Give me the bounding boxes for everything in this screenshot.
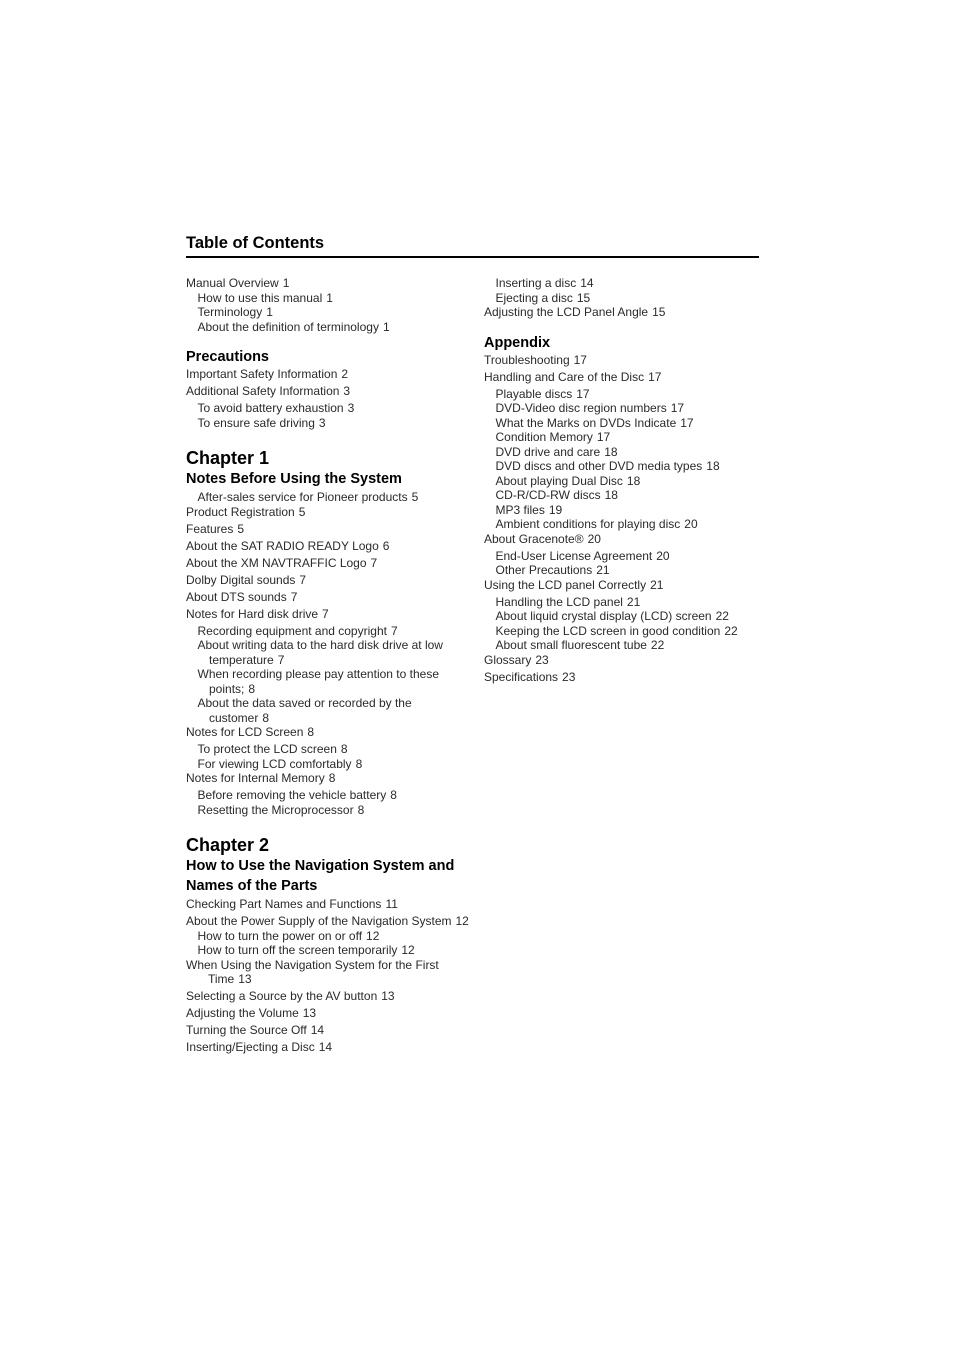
toc-entry-title: Other Precautions (495, 563, 593, 577)
toc-entry[interactable] (484, 430, 769, 445)
toc-entry[interactable] (484, 445, 769, 460)
toc-entry[interactable] (186, 539, 471, 554)
toc-entry-page: 7 (277, 652, 285, 667)
chapter-title: How to Use the Navigation System and Names of the Parts (186, 858, 455, 894)
toc-entry-title: How to use this manual (197, 290, 323, 305)
toc-entry-title: Condition Memory (495, 430, 593, 444)
toc-entry[interactable] (186, 320, 471, 335)
toc-entry-page: 8 (262, 710, 270, 725)
title-rule (186, 256, 759, 258)
toc-entry-title: About playing Dual Disc (495, 473, 623, 488)
toc-entry-title: About the XM NAVTRAFFIC Logo (186, 555, 367, 570)
toc-entry-page: 22 (650, 638, 665, 652)
toc-entry[interactable] (484, 624, 769, 639)
toc-entry-page: 7 (322, 606, 329, 621)
toc-entry-page: 14 (318, 1040, 333, 1054)
toc-entry-title: CD-R/CD-RW discs (495, 488, 601, 502)
toc-entry[interactable] (186, 505, 471, 520)
toc-entry-title: To protect the LCD screen (197, 742, 337, 756)
toc-entry-title: Specifications (484, 669, 559, 684)
toc-entry[interactable] (186, 788, 471, 803)
toc-entry-title: After-sales service for Pioneer products (197, 490, 408, 504)
toc-entry-title: Checking Part Names and Functions (186, 897, 382, 911)
toc-left-column (186, 276, 471, 1055)
toc-entry-title: About the data saved or recorded by the customer (197, 696, 412, 725)
toc-entry[interactable] (186, 725, 471, 740)
toc-entry[interactable] (186, 897, 471, 912)
toc-entry-page: 13 (381, 989, 395, 1003)
toc-entry-page: 1 (382, 319, 390, 334)
toc-entry-page: 3 (318, 415, 326, 430)
toc-entry-page: 18 (604, 488, 618, 502)
toc-entry-title: About the SAT RADIO READY Logo (186, 538, 379, 553)
toc-entry[interactable] (186, 607, 471, 622)
toc-entry-page: 13 (302, 1006, 317, 1020)
toc-entry[interactable] (186, 943, 471, 958)
toc-entry-page: 1 (282, 276, 290, 290)
toc-entry-page: 12 (366, 928, 380, 943)
toc-entry[interactable] (186, 624, 471, 639)
toc-entry-title: Handling the LCD panel (495, 594, 623, 609)
toc-entry[interactable] (484, 370, 769, 385)
toc-entry-title: To ensure safe driving (197, 415, 315, 430)
toc-entry[interactable] (186, 522, 471, 537)
toc-entry[interactable] (186, 490, 471, 505)
toc-entry-title: Keeping the LCD screen in good condition (495, 623, 721, 638)
toc-entry-page: 21 (650, 577, 664, 592)
toc-entry[interactable] (186, 305, 471, 320)
toc-entry-title: Selecting a Source by the AV button (186, 989, 378, 1003)
toc-entry-page: 17 (576, 386, 590, 401)
toc-entry[interactable] (484, 291, 769, 306)
toc-entry-page: 8 (357, 802, 365, 817)
toc-entry[interactable] (484, 416, 769, 431)
toc-entry-page: 8 (248, 681, 256, 696)
toc-entry-title: When Using the Navigation System for the First Time (186, 957, 439, 986)
toc-entry-title: Resetting the Microprocessor (197, 802, 354, 817)
toc-entry-title: Important Safety Information (186, 367, 338, 381)
toc-entry-page: 18 (604, 444, 618, 459)
toc-entry[interactable] (186, 276, 471, 291)
toc-entry-page: 19 (548, 502, 563, 517)
toc-entry-title: DVD discs and other DVD media types (495, 459, 703, 473)
toc-entry-page: 21 (626, 594, 641, 609)
toc-entry-page: 7 (370, 555, 378, 570)
toc-entry-page: 13 (238, 972, 252, 986)
toc-entry[interactable] (186, 771, 471, 786)
toc-entry-title: Additional Safety Information (186, 384, 340, 398)
toc-entry-page: 17 (573, 352, 587, 367)
toc-entry-title: Product Registration (186, 504, 295, 519)
toc-entry-title: How to turn the power on or off (197, 928, 363, 943)
toc-entry-page: 2 (341, 367, 349, 381)
toc-entry-page: 18 (626, 473, 641, 488)
toc-entry[interactable] (186, 742, 471, 757)
toc-entry-page: 3 (343, 384, 351, 398)
toc-entry-title: DVD-Video disc region numbers (495, 401, 667, 415)
toc-entry[interactable] (186, 929, 471, 944)
section-heading: Precautions (186, 349, 269, 365)
toc-entry[interactable] (484, 401, 769, 416)
toc-entry[interactable] (484, 276, 769, 291)
toc-entry[interactable] (484, 670, 769, 685)
toc-entry-page: 5 (411, 490, 419, 504)
toc-entry-page: 5 (237, 521, 245, 536)
toc-entry-page: 20 (684, 517, 698, 531)
toc-entry-page: 8 (340, 742, 348, 756)
toc-entry-page: 17 (648, 369, 662, 384)
toc-entry-title: Adjusting the LCD Panel Angle (484, 305, 649, 319)
toc-entry[interactable] (186, 1006, 471, 1021)
toc-entry[interactable] (484, 609, 769, 624)
toc-entry-title: Recording equipment and copyright (197, 623, 387, 638)
toc-entry-page: 1 (266, 305, 273, 319)
toc-entry[interactable] (484, 387, 769, 402)
toc-entry[interactable] (186, 989, 471, 1004)
toc-entry-title: About small fluorescent tube (495, 638, 647, 652)
toc-entry-page: 8 (390, 788, 397, 802)
toc-entry[interactable] (186, 416, 471, 431)
toc-entry-title: About the Power Supply of the Navigation System (186, 914, 452, 928)
toc-entry-page: 12 (401, 943, 415, 957)
toc-entry-title: Terminology (197, 305, 263, 319)
toc-entry[interactable] (186, 638, 471, 667)
toc-entry-title: Notes for Internal Memory (186, 771, 325, 785)
toc-entry-page: 23 (535, 652, 549, 667)
toc-entry-title: Handling and Care of the Disc (484, 369, 645, 384)
toc-entry-title: DVD drive and care (495, 444, 601, 459)
toc-entry-page: 22 (724, 623, 738, 638)
toc-entry-page: 23 (562, 669, 576, 684)
toc-entry-title: Glossary (484, 652, 532, 667)
toc-entry[interactable] (186, 401, 471, 416)
toc-entry[interactable] (484, 638, 769, 653)
toc-entry-page: 20 (587, 531, 601, 546)
toc-entry-title: Ejecting a disc (495, 290, 573, 305)
toc-entry-title: What the Marks on DVDs Indicate (495, 415, 677, 430)
toc-entry[interactable] (186, 803, 471, 818)
toc-entry-title: Adjusting the Volume (186, 1006, 299, 1020)
toc-entry[interactable] (484, 305, 769, 320)
toc-entry-title: Notes for Hard disk drive (186, 606, 319, 621)
section-heading: Appendix (484, 334, 551, 351)
toc-entry-page: 11 (385, 897, 398, 911)
toc-entry[interactable] (484, 488, 769, 503)
toc-entry[interactable] (484, 474, 769, 489)
toc-entry-title: Before removing the vehicle battery (197, 788, 387, 802)
toc-entry-title: Turning the Source Off (186, 1023, 307, 1037)
toc-entry[interactable] (186, 556, 471, 571)
toc-entry[interactable] (186, 573, 471, 588)
toc-entry-title: About DTS sounds (186, 589, 287, 604)
toc-entry-page: 5 (298, 504, 306, 519)
toc-entry-title: Inserting/Ejecting a Disc (186, 1040, 315, 1054)
toc-entry-title: MP3 files (495, 502, 545, 517)
toc-entry-page: 1 (326, 290, 333, 305)
toc-entry-page: 18 (706, 459, 720, 473)
toc-entry[interactable] (186, 696, 471, 725)
toc-entry-title: End-User License Agreement (495, 548, 653, 563)
toc-entry[interactable] (186, 384, 471, 399)
toc-entry-page: 12 (455, 914, 469, 928)
toc-entry-title: Manual Overview (186, 276, 279, 290)
toc-entry[interactable] (484, 563, 769, 578)
toc-entry-page: 7 (290, 589, 298, 604)
toc-entry[interactable] (484, 595, 769, 610)
toc-entry-title: About liquid crystal display (LCD) screen (495, 609, 712, 623)
toc-entry-page: 17 (680, 415, 694, 430)
toc-entry-title: Inserting a disc (495, 276, 577, 290)
toc-entry-page: 14 (310, 1023, 325, 1037)
toc-entry-title: About writing data to the hard disk drive at low temperature (197, 638, 443, 667)
toc-entry-page: 8 (307, 725, 315, 739)
toc-entry[interactable] (186, 590, 471, 605)
toc-entry-page: 15 (652, 305, 666, 319)
toc-entry-title: When recording please pay attention to these points; (197, 667, 439, 696)
chapter-heading: Chapter 2 (186, 835, 270, 855)
toc-entry[interactable] (484, 353, 769, 368)
page-title: Table of Contents (186, 234, 325, 252)
toc-entry-page: 21 (596, 563, 610, 577)
toc-entry-title: For viewing LCD comfortably (197, 756, 352, 771)
toc-entry-page: 6 (382, 538, 390, 553)
toc-entry-title: Notes for LCD Screen (186, 725, 304, 739)
toc-entry-page: 7 (390, 623, 398, 638)
toc-entry-page: 8 (355, 756, 363, 771)
toc-entry[interactable] (186, 757, 471, 772)
toc-entry-title: Playable discs (495, 386, 573, 401)
toc-entry-title: About Gracenote® (484, 531, 584, 546)
toc-entry[interactable] (186, 1023, 471, 1038)
toc-entry-page: 8 (328, 771, 336, 785)
toc-entry[interactable] (484, 532, 769, 547)
toc-entry[interactable] (186, 291, 471, 306)
toc-entry[interactable] (186, 367, 471, 382)
toc-entry-title: How to turn off the screen temporarily (197, 943, 398, 957)
toc-entry[interactable] (484, 503, 769, 518)
toc-entry-page: 17 (596, 430, 611, 444)
toc-entry[interactable] (484, 653, 769, 668)
toc-entry[interactable] (186, 914, 470, 929)
toc-entry-title: Troubleshooting (484, 352, 570, 367)
toc-right-column (484, 276, 769, 684)
chapter-title: Notes Before Using the System (186, 471, 402, 487)
toc-entry-page: 14 (580, 276, 594, 290)
toc-entry-title: Ambient conditions for playing disc (495, 517, 681, 531)
toc-entry-page: 17 (670, 401, 685, 415)
toc-entry-page: 15 (576, 290, 591, 305)
toc-entry-page: 20 (656, 548, 670, 563)
toc-entry[interactable] (186, 1040, 471, 1055)
toc-entry-title: Features (186, 521, 234, 536)
toc-entry-title: To avoid battery exhaustion (197, 401, 344, 415)
chapter-heading: Chapter 1 (186, 448, 270, 468)
toc-entry-title: About the definition of terminology (197, 319, 379, 334)
toc-entry[interactable] (484, 459, 769, 474)
toc-entry-page: 22 (715, 609, 729, 623)
toc-entry[interactable] (186, 958, 470, 987)
toc-entry-title: Dolby Digital sounds (186, 572, 296, 587)
toc-entry-page: 7 (299, 572, 307, 587)
toc-entry[interactable] (484, 517, 769, 532)
toc-entry[interactable] (186, 667, 471, 696)
toc-entry[interactable] (484, 549, 769, 564)
toc-entry[interactable] (484, 578, 769, 593)
toc-entry-title: Using the LCD panel Correctly (484, 577, 647, 592)
toc-entry-page: 3 (347, 401, 355, 415)
